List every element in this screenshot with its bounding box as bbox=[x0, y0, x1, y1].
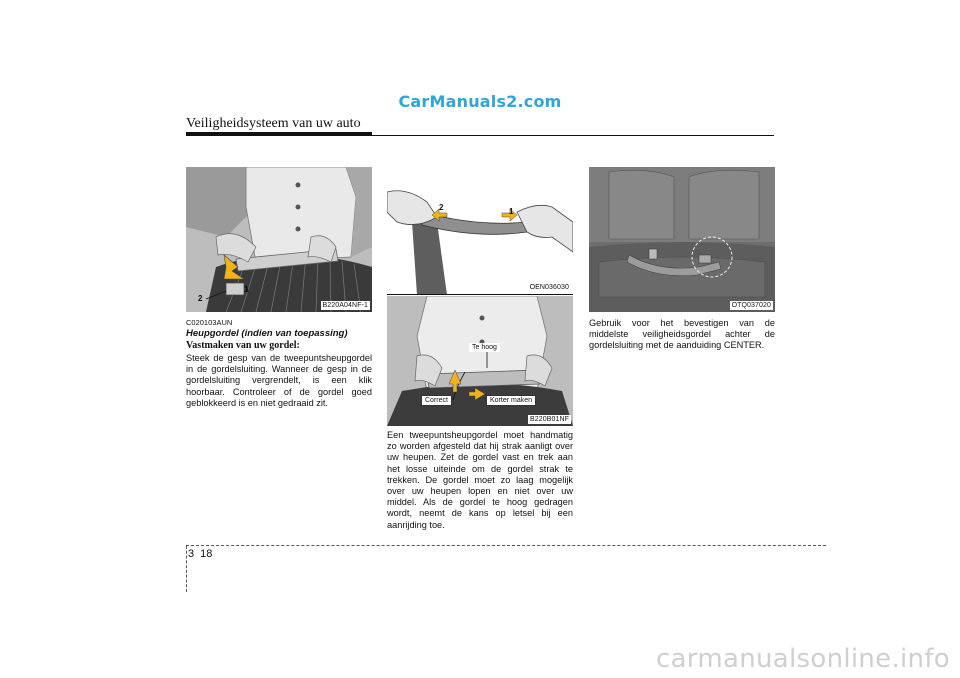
figure-code: B220B01NF bbox=[529, 416, 569, 423]
page-header-title: Veiligheidsysteem van uw auto bbox=[186, 116, 361, 131]
watermark-bottom: carmanualsonline.info bbox=[655, 644, 950, 674]
subsubheading: Vastmaken van uw gordel: bbox=[186, 340, 300, 351]
figure-label-2: 2 bbox=[198, 294, 203, 303]
callout-shorten: Korter maken bbox=[486, 395, 536, 406]
paragraph-col1: Steek de gesp van de tweepuntsheupgordel in de gordelsluiting. Wanneer de gesp in de gordelsluiting vergrendelt, is een klik hoorbaar. Controleer of de gordel goed geblokkeerd is en niet gedraaid zit. bbox=[186, 353, 372, 408]
figure-buckle-insertion bbox=[186, 167, 372, 312]
page-number bbox=[188, 548, 218, 560]
chapter-number: 3 bbox=[188, 548, 195, 560]
section-code: C020103AUN bbox=[186, 318, 233, 327]
header-rule bbox=[186, 135, 774, 136]
figure-belt-position bbox=[387, 296, 573, 426]
figure-belt-adjust-top bbox=[387, 167, 573, 295]
figure-code: B220A04NF-1 bbox=[322, 302, 368, 309]
footer-vertical-rule bbox=[186, 546, 187, 592]
figure-label-2: 2 bbox=[439, 203, 444, 212]
paragraph-col3: Gebruik voor het bevestigen van de middelste veiligheidsgordel achter de gordelsluiting met de aanduiding CENTER. bbox=[589, 318, 775, 351]
figure-code: OTQ037020 bbox=[731, 302, 771, 309]
figure-rear-center-buckle bbox=[589, 167, 775, 312]
subheading: Heupgordel (indien van toepassing) bbox=[186, 328, 348, 339]
footer-rule bbox=[186, 545, 826, 546]
callout-too-high: Te hoog bbox=[469, 343, 500, 352]
paragraph-col2: Een tweepuntsheupgordel moet handmatig zo worden afgesteld dat hij strak aanligt over uw heupen. Zet de gordel vast en trek aan het losse uiteinde om de gordel strak te trekken. De gordel moet zo laag mogelijk over uw heupen lopen en niet over uw middel. Als de gordel te hoog gedragen wordt, neemt de kans op letsel bij een aanrijding toe. bbox=[387, 430, 573, 530]
figure-label-1: 1 bbox=[509, 207, 514, 216]
watermark-top: CarManuals2.com bbox=[398, 92, 562, 111]
figure-label-1: 1 bbox=[244, 285, 249, 294]
page-number-value: 18 bbox=[200, 548, 213, 560]
figure-code: OEN036030 bbox=[529, 284, 569, 291]
callout-correct: Correct bbox=[421, 395, 452, 406]
